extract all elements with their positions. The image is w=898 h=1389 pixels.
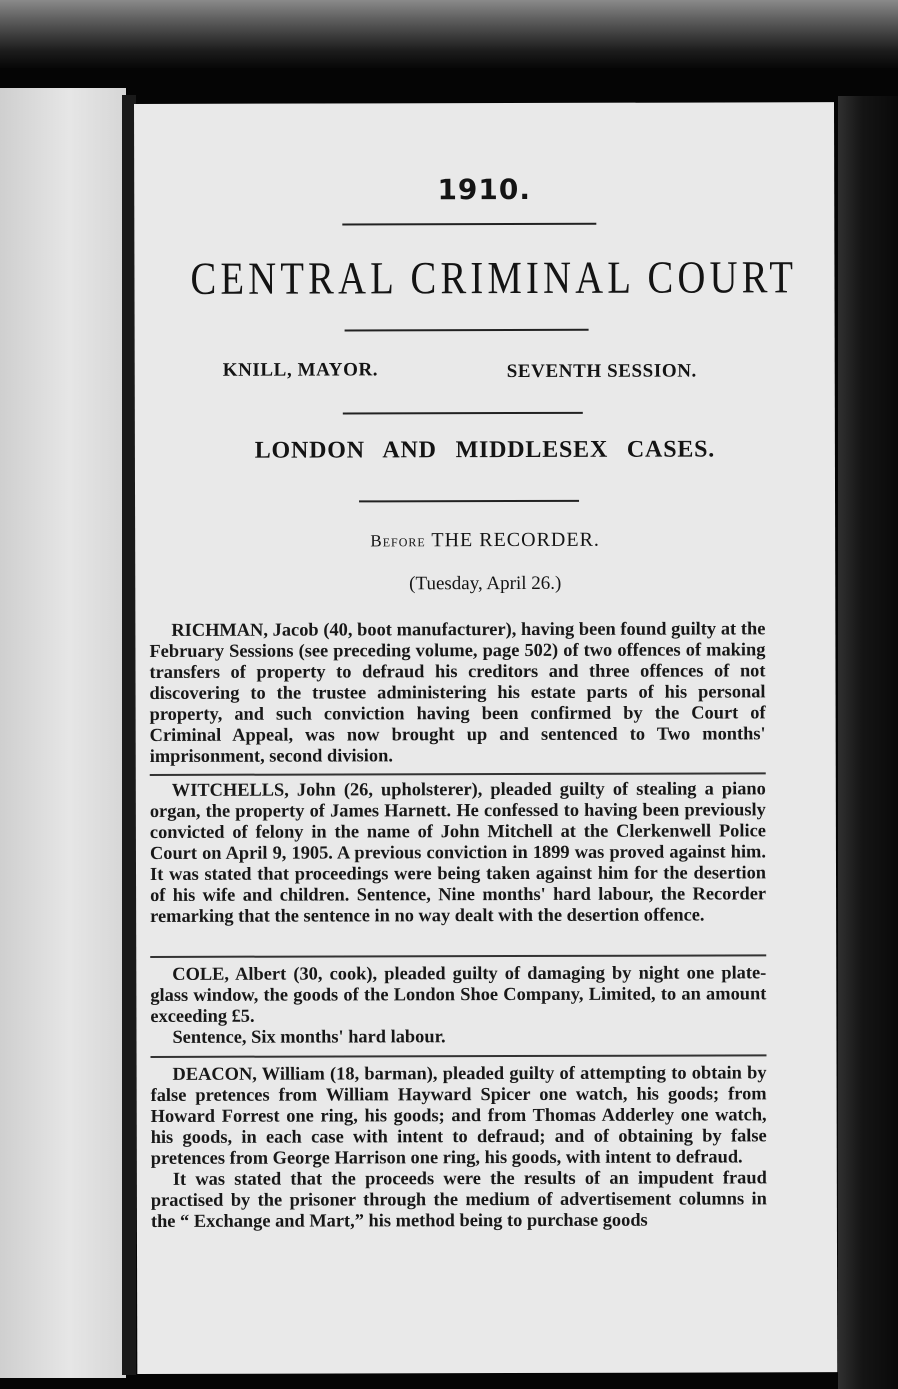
case-text: COLE, Albert (30, cook), pleaded guilty of damaging by night one plate-glass window, the goods of the London Shoe Company, Limited, to an amount exceeding £5. [150, 962, 767, 1026]
case-text: DEACON, William (18, barman), pleaded guilty of attempting to obtain by false pretences from William Hayward Spicer one watch, his goods; from Howard Forrest one ring, his goods; and from Thomas Adderley one watch, his goods, in each case with intent to defraud; and of obtaining by false pretences from George Harrison one ring, his goods, with intent to defraud. [150, 1062, 767, 1168]
facing-page [0, 88, 126, 1378]
case-witchells [150, 778, 766, 927]
case-divider [150, 954, 766, 957]
divider-1 [342, 223, 596, 226]
before-name: THE RECORDER. [431, 528, 600, 552]
right-shadow [838, 96, 898, 1389]
divider-3 [343, 412, 583, 415]
cases-heading: LONDON AND MIDDLESEX CASES. [254, 436, 716, 464]
film-top-border [0, 0, 898, 68]
sitting-date: (Tuesday, April 26.) [409, 572, 562, 595]
session-label: SEVENTH SESSION. [506, 360, 697, 383]
case-cole [150, 962, 766, 1048]
before-prefix: Before [370, 531, 426, 551]
divider-2 [345, 329, 589, 332]
case-richman [149, 618, 765, 767]
page-year: 1910. [437, 172, 532, 207]
case-divider [150, 1054, 766, 1057]
mayor-label: KNILL, MAYOR. [222, 359, 379, 381]
court-title: CENTRAL CRIMINAL COURT [190, 251, 798, 304]
case-deacon [151, 1062, 767, 1232]
before-line [135, 528, 835, 553]
case-divider [150, 772, 766, 775]
divider-4 [359, 500, 579, 503]
document-page [134, 102, 837, 1374]
case-text: WITCHELLS, John (26, upholsterer), pleaded guilty of stealing a piano organ, the property of James Harnett. He confessed to having been previously convicted of felony in the name of John Mitchell at the Clerkenwell Police Court on April 9, 1905. A previous conviction in 1899 was proved against him. It was stated that proceedings were being taken against him for the desertion of his wife and children. Sentence, Nine months' hard labour, the Recorder remarking that the sentence in no way dealt with the desertion offence. [149, 778, 767, 926]
case-text: RICHMAN, Jacob (40, boot manufacturer), having been found guilty at the February Sessions (see preceding volume, page 502) of two offences of making transfers of property to defraud his creditors and three offences of not discovering to the trustee administering his estate parts of his personal property, and such conviction having been confirmed by the Court of Criminal Appeal, was now brought up and sentenced to Two months' imprisonment, second division. [149, 618, 766, 766]
case-sentence: Sentence, Six months' hard labour. [172, 1026, 446, 1047]
case-continuation: It was stated that the proceeds were the results of an impudent fraud practised by the prisoner through the medium of advertisement columns in the “ Exchange and Mart,” his method being to purchase goods [150, 1167, 767, 1231]
